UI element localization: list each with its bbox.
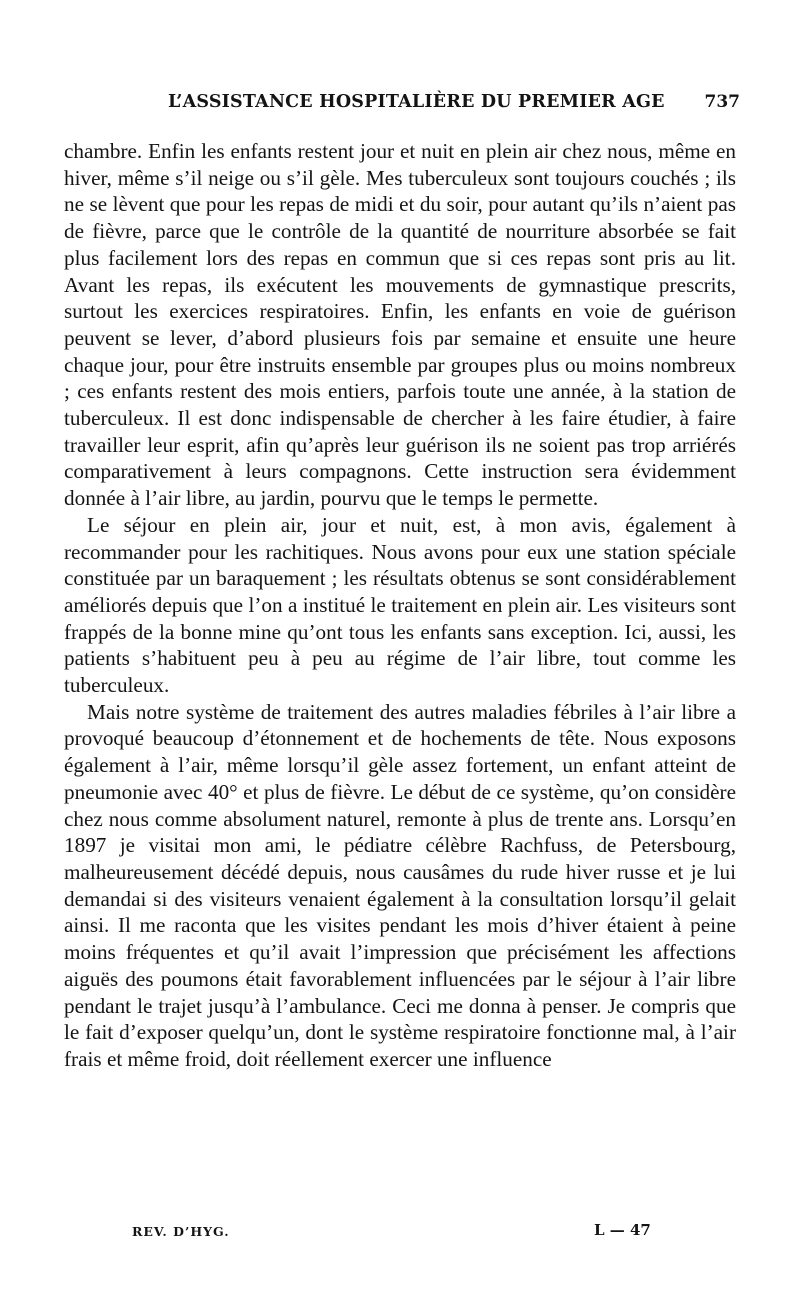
paragraph-continuation: chambre. Enfin les enfants restent jour et nuit en plein air chez nous, même en hiver, même s’il neige ou s’il gèle. Mes tuberculeux sont toujours couchés ; ils ne se lèvent que pour les repas de midi et du soir, pour autant qu’ils n’aient pas de fièvre, parce que le contrôle de la quantité de nourriture absorbée se fait plus facilement lors des repas en commun que si ces repas sont pris au lit. Avant les repas, ils exécutent les mouvements de gymnastique prescrits, surtout les exercices respiratoires. Enfin, les enfants en voie de guérison peuvent se lever, d’abord plusieurs fois par semaine et ensuite une heure chaque jour, pour être instruits ensemble par groupes plus ou moins nombreux ; ces enfants restent des mois entiers, parfois toute une année, à la station de tuberculeux. Il est donc indispensable de chercher à les faire étudier, à faire travailler leur esprit, afin qu’après leur guérison ils ne soient pas trop arriérés comparativement à leurs compagnons. Cette instruction sera évidemment donnée à l’air libre, au jardin, pourvu que le temps le permette. [64,139,736,511]
paragraph-rachitiques: Le séjour en plein air, jour et nuit, est, à mon avis, également à recommander pour les rachitiques. Nous avons pour eux une station spéciale constituée par un baraquement ; les résultats obtenus se sont considérablement améliorés depuis que l’on a institué le traitement en plein air. Les visiteurs sont frappés de la bonne mine qu’ont tous les enfants sans exception. Ici, aussi, les patients s’habituent peu à peu au régime de l’air libre, tout comme les tuberculeux. [64,512,736,698]
journal-abbreviation: REV. D’HYG. [132,1224,230,1239]
running-title: L’ASSISTANCE HOSPITALIÈRE DU PREMIER AGE [168,92,665,112]
page-number: 737 [704,92,740,112]
page-footer [64,1221,736,1241]
body-text [64,138,736,1073]
running-header [64,92,740,118]
paragraph-maladies-febriles: Mais notre système de traitement des autres maladies fébriles à l’air libre a provoqué beaucoup d’étonnement et de hochements de tête. Nous exposons également à l’air, même lorsqu’il gèle assez fortement, un enfant atteint de pneumonie avec 40° et plus de fièvre. Le début de ce système, qu’on considère chez nous comme absolument naturel, remonte à plus de trente ans. Lorsqu’en 1897 je visitai mon ami, le pédiatre célèbre Rachfuss, de Petersbourg, malheureusement décédé depuis, nous causâmes du rude hiver russe et je lui demandai si des visiteurs venaient également à la consultation lorsqu’il gelait ainsi. Il me raconta que les visites pendant les mois d’hiver étaient à peine moins fréquentes et qu’il avait l’impression que précisément les affections aiguës des poumons était favorablement influencées par le séjour à l’air libre pendant le trajet jusqu’à l’ambulance. Ceci me donna à penser. Je compris que le fait d’exposer quelqu’un, dont le système respiratoire fonctionne mal, à l’air frais et même froid, doit réellement exercer une influence [64,699,736,1071]
signature-mark: L — 47 [594,1221,651,1239]
